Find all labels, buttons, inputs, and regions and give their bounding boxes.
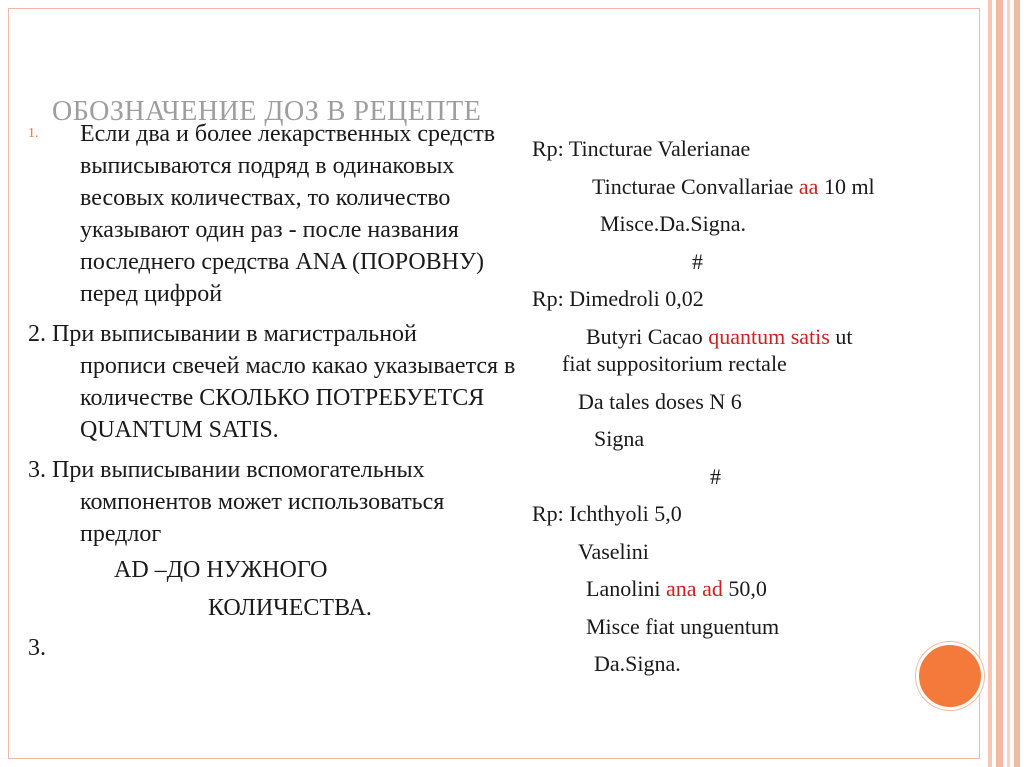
recipe-text: 50,0 <box>722 576 767 601</box>
recipe-line: fiat suppositorium rectale <box>562 351 787 376</box>
list-item <box>28 118 518 310</box>
left-column <box>28 118 518 672</box>
item-text: компонентов может использоваться предлог <box>80 489 445 547</box>
recipe-line: Rp: Ichthyoli 5,0 <box>532 501 682 526</box>
recipe-text: ut <box>829 323 853 349</box>
item-center-line: AD –ДО НУЖНОГО <box>114 557 328 583</box>
recipe-line: Rp: Tincturae Valerianae <box>532 136 751 161</box>
separator-hash: # <box>692 248 703 274</box>
decor-stripe <box>988 0 992 767</box>
recipe-term: ana ad <box>666 576 723 601</box>
slide-title: ОБОЗНАЧЕНИЕ ДОЗ В РЕЦЕПТЕ <box>52 96 482 127</box>
item-text: прописи свечей масло какао указывается в количестве СКОЛЬКО ПОТРЕБУЕТСЯ QUANTUM SATIS. <box>80 353 516 443</box>
item-text: Если два и более лекарственных средств выписываются подряд в одинаковых весовых количествах, то количество указывают один раз - после названия последнего средства ANA (ПОРОВНУ) перед цифрой <box>80 121 496 307</box>
recipe-text: Tincturae Convallariae <box>592 173 799 199</box>
list-item <box>28 454 518 624</box>
recipe-line: Rp: Dimedroli 0,02 <box>532 286 704 311</box>
recipe-line: Signa <box>594 426 645 451</box>
recipe-text: 10 ml <box>818 173 875 199</box>
recipe-text: Lanolini <box>586 576 667 601</box>
list-item <box>28 318 518 446</box>
recipe-text: Butyri Cacao <box>586 323 709 349</box>
decor-stripe <box>996 0 1003 767</box>
item-first-line: 2. При выписывании в магистральной <box>28 321 417 347</box>
recipe-line: Misce fiat unguentum <box>586 613 780 639</box>
separator-hash: # <box>710 463 721 489</box>
decor-stripe <box>1014 0 1020 767</box>
recipe-line: Misce.Da.Signa. <box>600 211 747 236</box>
right-column <box>532 130 972 683</box>
recipe-line: Vaselini <box>578 538 649 564</box>
list-marker: 1. <box>28 126 39 141</box>
recipe-line: Da.Signa. <box>594 651 681 676</box>
decor-stripe <box>1007 0 1010 767</box>
item-number: 3. <box>28 635 46 661</box>
recipe-term: quantum satis <box>708 323 830 349</box>
recipe-term: aa <box>798 173 819 199</box>
recipe-line: Da tales doses N 6 <box>578 388 742 414</box>
recipe-line <box>532 570 972 608</box>
recipe-line <box>532 168 972 206</box>
list-item <box>28 632 518 664</box>
decor-circle <box>916 642 984 710</box>
item-first-line: 3. При выписывании вспомогательных <box>28 457 425 483</box>
item-center-line: КОЛИЧЕСТВА. <box>208 595 372 621</box>
